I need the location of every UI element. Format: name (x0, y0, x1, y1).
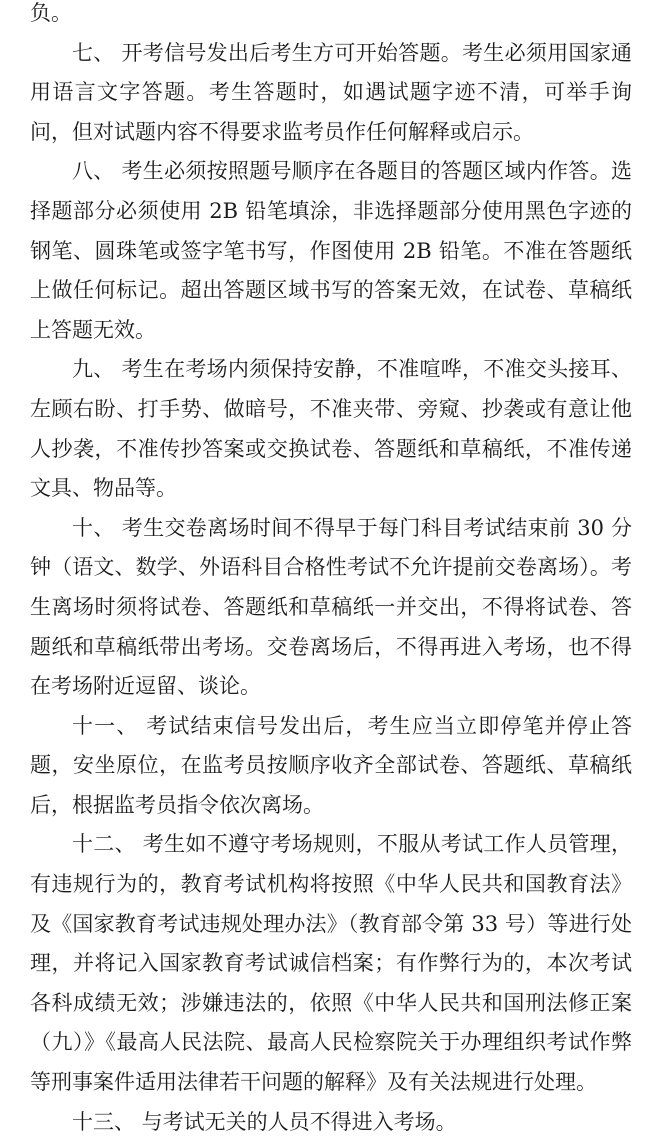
rule-7-paragraph: 七、 开考信号发出后考生方可开始答题。考生必须用国家通用语言文字答题。考生答题时，如遇试题字迹不清，可举手询问，但对试题内容不得要求监考员作任何解释或启示。 (30, 40, 632, 144)
rule-12-paragraph: 十二、 考生如不遵守考场规则，不服从考试工作人员管理，有违规行为的，教育考试机构将按照《中华人民共和国教育法》及《国家教育考试违规处理办法》（教育部令第 33 号）等进行处理，并将记入国家教育考试诚信档案；有作弊行为的，本次考试各科成绩无效；涉嫌违法的，依照《中华人民共和国刑法修正案（九）》《最高人民法院、最高人民检察院关于办理组织考试作弊等刑事案件适用法律若干问题的解释》及有关法规进行处理。 (30, 832, 632, 1095)
rule-13-paragraph: 十三、 与考试无关的人员不得进入考场。 (72, 1109, 457, 1134)
paragraph-continuation: 负。 (30, 1, 72, 25)
rule-8-paragraph: 八、 考生必须按照题号顺序在各题目的答题区域内作答。选择题部分必须使用 2B 铅笔填涂，非选择题部分使用黑色字迹的钢笔、圆珠笔或签字笔书写，作图使用 2B 铅笔。不准在答题纸上做任何标记。超出答题区域书写的答案无效，在试卷、草稿纸上答题无效。 (30, 159, 632, 342)
rule-10-paragraph: 十、 考生交卷离场时间不得早于每门科目考试结束前 30 分钟（语文、数学、外语科目合格性考试不允许提前交卷离场）。考生离场时须将试卷、答题纸和草稿纸一并交出，不得将试卷、答题纸和草稿纸带出考场。交卷离场后，不得再进入考场，也不得在考场附近逗留、谈论。 (30, 515, 632, 699)
rule-9-paragraph: 九、 考生在考场内须保持安静，不准喧哗，不准交头接耳、左顾右盼、打手势、做暗号，不准夹带、旁窥、抄袭或有意让他人抄袭，不准传抄答案或交换试卷、答题纸和草稿纸，不准传递文具、物品等。 (30, 357, 632, 501)
rule-11-paragraph: 十一、 考试结束信号发出后，考生应当立即停笔并停止答题，安坐原位，在监考员按顺序收齐全部试卷、答题纸、草稿纸后，根据监考员指令依次离场。 (30, 713, 632, 817)
